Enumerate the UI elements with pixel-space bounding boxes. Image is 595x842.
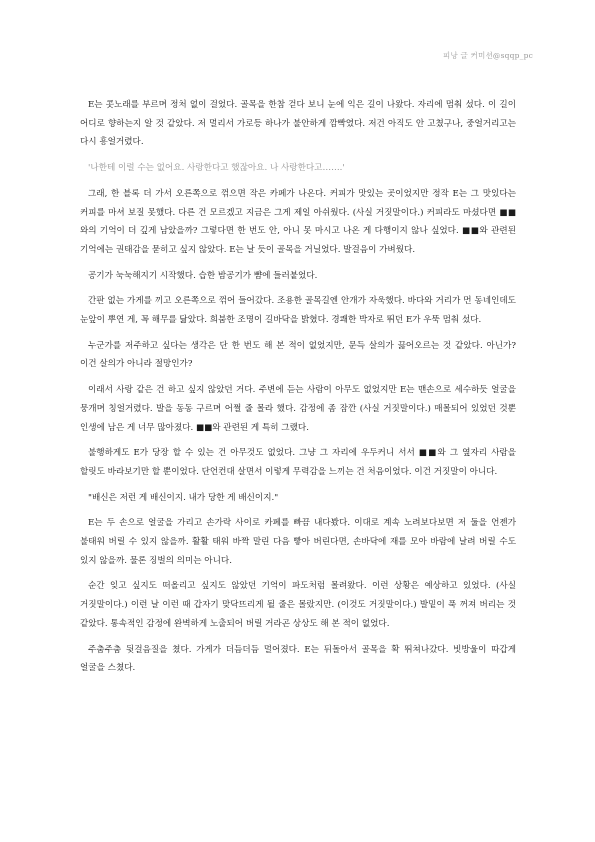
document-body [80,96,516,685]
paragraph: 그래, 한 블록 더 가서 오른쪽으로 꺾으면 작은 카페가 나온다. 커피가 맛있는 곳이었지만 정작 E는 그 맛있다는 커피를 마셔 보질 못했다. 다른 건 모르겠고 지금은 그게 제일 아쉬웠다. (사실 거짓말이다.) 커피라도 마셨다면 ■■와의 기억이 더 깊게 남았을까? 그렇다면 한 번도 안, 아니 못 마시고 나온 게 다행이지 않나 싶었다. ■■와 관련된 기억에는 권태감을 묻히고 싶지 않았다. E는 날 듯이 골목을 거닐었다. 발걸음이 가벼웠다. [80,188,516,255]
paragraph: E는 콧노래를 부르며 정처 없이 걸었다. 골목을 한참 걷다 보니 눈에 익은 길이 나왔다. 자리에 멈춰 섰다. 이 길이 어디로 향하는지 알 것 같았다. 저 멀리서 가로등 하나가 불안하게 깜빡였다. 저건 아직도 안 고쳤구나, 중얼거리고는 다시 흥얼거렸다. [80,100,516,148]
paragraph: 불행하게도 E가 당장 할 수 있는 건 아무것도 없었다. 그냥 그 자리에 우두커니 서서 ■■와 그 옆자리 사람을 할릿도 바라보기만 할 뿐이었다. 단언컨대 살면서 이렇게 무력감을 느끼는 건 처음이었다. 이건 거짓말이 아니다. [80,448,516,477]
paragraph: E는 두 손으로 얼굴을 가리고 손가락 사이로 카페를 빠끔 내다봤다. 이대로 계속 노려보다보면 저 둘을 언젠가 불태워 버릴 수 있지 않을까. 활활 태워 바짝 말린 다음 빻아 버린다면, 손바닥에 재를 모아 바람에 날려 버릴 수도 있지 않을까. 물론 징벌의 의미는 아니다. [80,518,516,566]
paragraph: 이래서 사랑 같은 건 하고 싶지 않았던 거다. 주변에 듣는 사람이 아무도 없었지만 E는 맨손으로 세수하듯 얼굴을 뭉개며 칭얼거렸다. 발을 동동 구르며 어쩔 줄 몰라 했다. 감정에 좀 잠깐 (사실 거짓말이다.) 매몰되어 있었던 것뿐 인생에 남은 게 너무 많아졌다. ■■와 관련된 게 특히 그랬다. [80,385,516,433]
paragraph: 순간 잊고 싶지도 떠올리고 싶지도 않았던 기억이 파도처럼 몰려왔다. 이런 상황은 예상하고 있었다. (사실 거짓말이다.) 이런 날 이런 때 갑자기 맞닥뜨리게 될 줄은 몰랐지만. (이것도 거짓말이다.) 발밑이 푹 꺼져 버리는 것 같았다. 통속적인 감정에 완벽하게 노출되어 버릴 거라곤 상상도 해 본 적이 없었다. [80,581,516,629]
paragraph: 주춤주춤 뒷걸음질을 쳤다. 가게가 더듬더듬 멀어졌다. E는 뒤돌아서 골목을 확 뛰쳐나갔다. 빗방울이 따갑게 얼굴을 스쳤다. [80,644,516,674]
quoted-thought: '나한테 이럴 수는 없어요. 사랑한다고 했잖아요. 나 사랑한다고…….' [88,163,345,174]
paragraph: 누군가를 저주하고 싶다는 생각은 단 한 번도 해 본 적이 없었지만, 문득 살의가 끓어오르는 것 같았다. 아닌가? 이건 살의가 아니라 절망인가? [80,340,516,370]
page-header: 피낭 글 커미션@sqqp_pc [443,51,533,60]
paragraph: 간판 없는 가게를 끼고 오른쪽으로 꺾어 들어갔다. 조용한 골목길엔 안개가 자욱했다. 바다와 거리가 먼 동네인데도 눈앞이 뿌연 게, 꼭 해무를 닮았다. 희붐한 조명이 길바닥을 밝혔다. 경쾌한 박자로 뛰던 E가 우뚝 멈춰 섰다. [80,296,516,326]
paragraph: 공기가 눅눅해지기 시작했다. 습한 밤공기가 뺨에 들러붙었다. [88,270,318,281]
dialogue-line: "배신은 저런 게 배신이지. 내가 당한 게 배신이지." [88,492,279,503]
